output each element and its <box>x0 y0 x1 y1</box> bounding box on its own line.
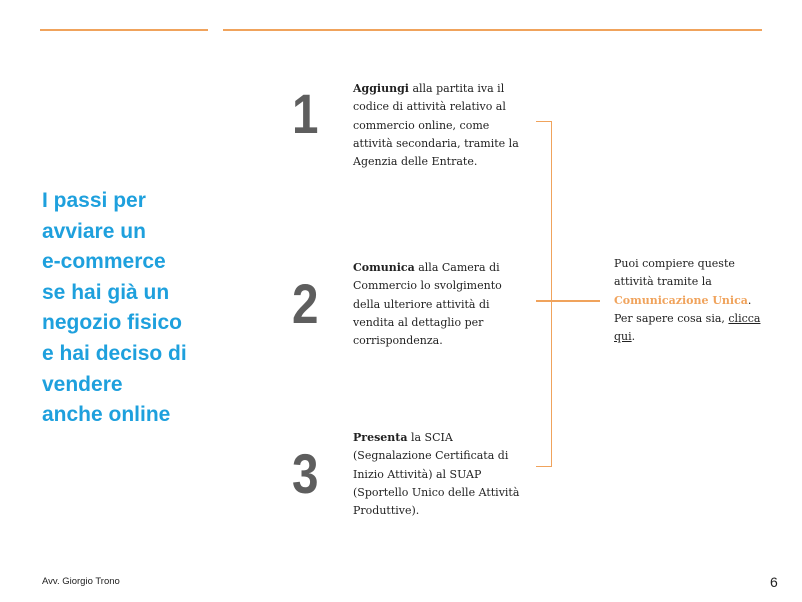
step-number-2: 2 <box>292 272 319 335</box>
step-lead-2: Comunica <box>353 261 415 274</box>
step-body-2: alla Camera di Commercio lo svolgimento della ulteriore attività di vendita al dettaglio per corrispondenza. <box>353 261 502 348</box>
step-number-1: 1 <box>292 82 319 145</box>
side-end: . <box>631 330 636 344</box>
top-rule-left <box>40 29 208 31</box>
step-number-3: 3 <box>292 442 319 505</box>
side-note <box>614 255 764 346</box>
steps-bracket <box>536 121 552 467</box>
side-after: . Per sapere cosa sia, <box>614 293 752 325</box>
step-text-3 <box>353 429 528 520</box>
step-body-3: la SCIA (Segnalazione Certificata di Inizio Attività) al SUAP (Sportello Unico delle Attività Produttive). <box>353 431 520 518</box>
step-text-1 <box>353 80 528 171</box>
step-body-1: alla partita iva il codice di attività relativo al commercio online, come attività secondaria, tramite la Agenzia delle Entrate. <box>353 82 519 169</box>
top-rule-right <box>223 29 762 31</box>
page-number: 6 <box>770 574 778 590</box>
footer-author: Avv. Giorgio Trono <box>42 576 120 587</box>
side-intro: Puoi compiere queste attività tramite la <box>614 257 735 289</box>
comunicazione-unica-highlight: Comunicazione Unica <box>614 293 748 307</box>
clicca-qui-link[interactable]: clicca qui <box>614 311 761 344</box>
step-lead-3: Presenta <box>353 431 408 444</box>
step-lead-1: Aggiungi <box>353 82 409 95</box>
bracket-connector <box>536 300 600 302</box>
step-text-2 <box>353 259 528 350</box>
slide-title: I passi per avviare un e-commerce se hai già un negozio fisico e hai deciso di vendere anche online <box>42 189 187 427</box>
